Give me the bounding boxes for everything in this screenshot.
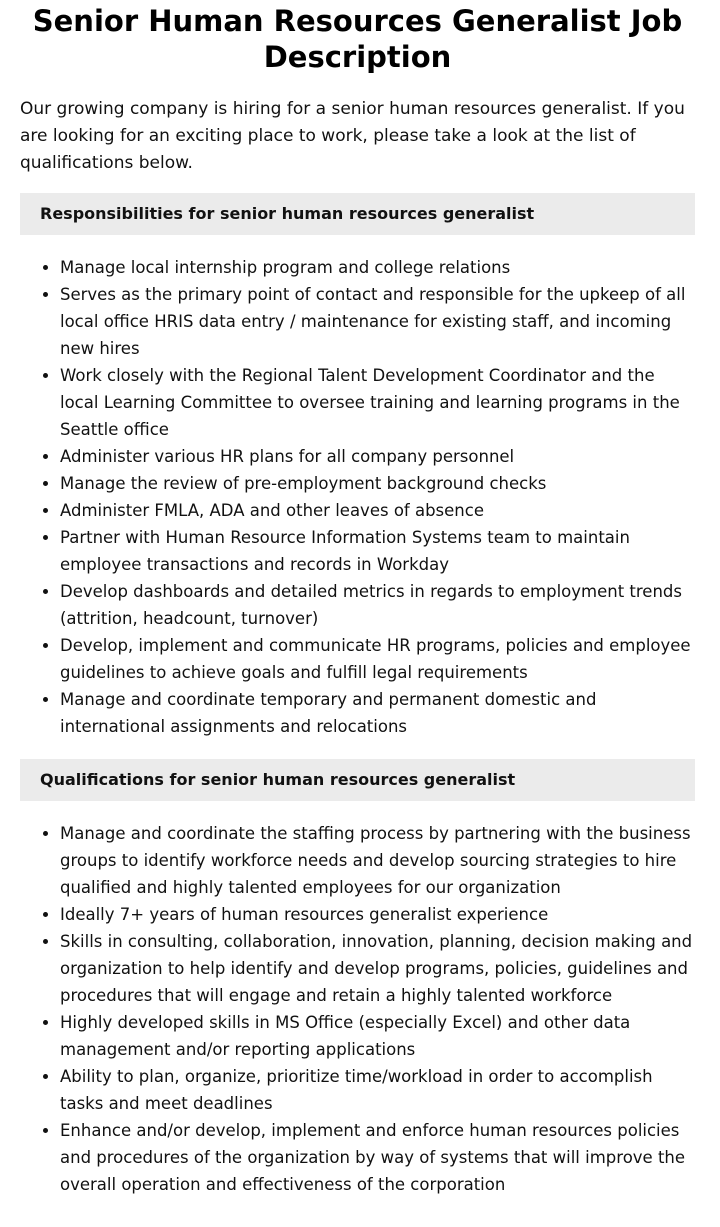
list-item: • Highly developed skills in MS Office (especially Excel) and other data management and/or reporting applications — [60, 1009, 695, 1063]
page-title: Senior Human Resources Generalist Job Description — [32, 4, 683, 74]
intro-paragraph: Our growing company is hiring for a senior human resources generalist. If you are looking for an exciting place to work, please take a look at the list of qualifications below. — [20, 99, 685, 173]
list-item: • Ideally 7+ years of human resources generalist experience — [60, 901, 695, 928]
list-item: • Administer various HR plans for all company personnel — [60, 443, 695, 470]
responsibilities-heading: Responsibilities for senior human resources generalist — [20, 193, 695, 235]
qualifications-heading: Qualifications for senior human resources generalist — [20, 759, 695, 801]
list-item: • Serves as the primary point of contact and responsible for the upkeep of all local office HRIS data entry / maintenance for existing staff, and incoming new hires — [60, 281, 695, 362]
list-item: • Ability to plan, organize, prioritize time/workload in order to accomplish tasks and meet deadlines — [60, 1063, 695, 1117]
list-item: • Administer FMLA, ADA and other leaves of absence — [60, 497, 695, 524]
list-item: • Manage and coordinate temporary and permanent domestic and international assignments and relocations — [60, 686, 695, 740]
list-item: • Manage local internship program and college relations — [60, 254, 695, 281]
list-item: • Enhance and/or develop, implement and enforce human resources policies and procedures of the organization by way of systems that will improve the overall operation and effectiveness of the corporation — [60, 1117, 695, 1198]
list-item: • Manage the review of pre-employment background checks — [60, 470, 695, 497]
list-item: • Skills in consulting, collaboration, innovation, planning, decision making and organization to help identify and develop programs, policies, guidelines and procedures that will engage and retain a highly talented workforce — [60, 928, 695, 1009]
qualifications-list — [20, 820, 695, 1198]
list-item: • Manage and coordinate the staffing process by partnering with the business groups to identify workforce needs and develop sourcing strategies to hire qualified and highly talented employees for our organization — [60, 820, 695, 901]
responsibilities-list — [20, 254, 695, 740]
list-item: • Develop, implement and communicate HR programs, policies and employee guidelines to achieve goals and fulfill legal requirements — [60, 632, 695, 686]
list-item: • Develop dashboards and detailed metrics in regards to employment trends (attrition, headcount, turnover) — [60, 578, 695, 632]
list-item: • Work closely with the Regional Talent Development Coordinator and the local Learning Committee to oversee training and learning programs in the Seattle office — [60, 362, 695, 443]
list-item: • Partner with Human Resource Information Systems team to maintain employee transactions and records in Workday — [60, 524, 695, 578]
